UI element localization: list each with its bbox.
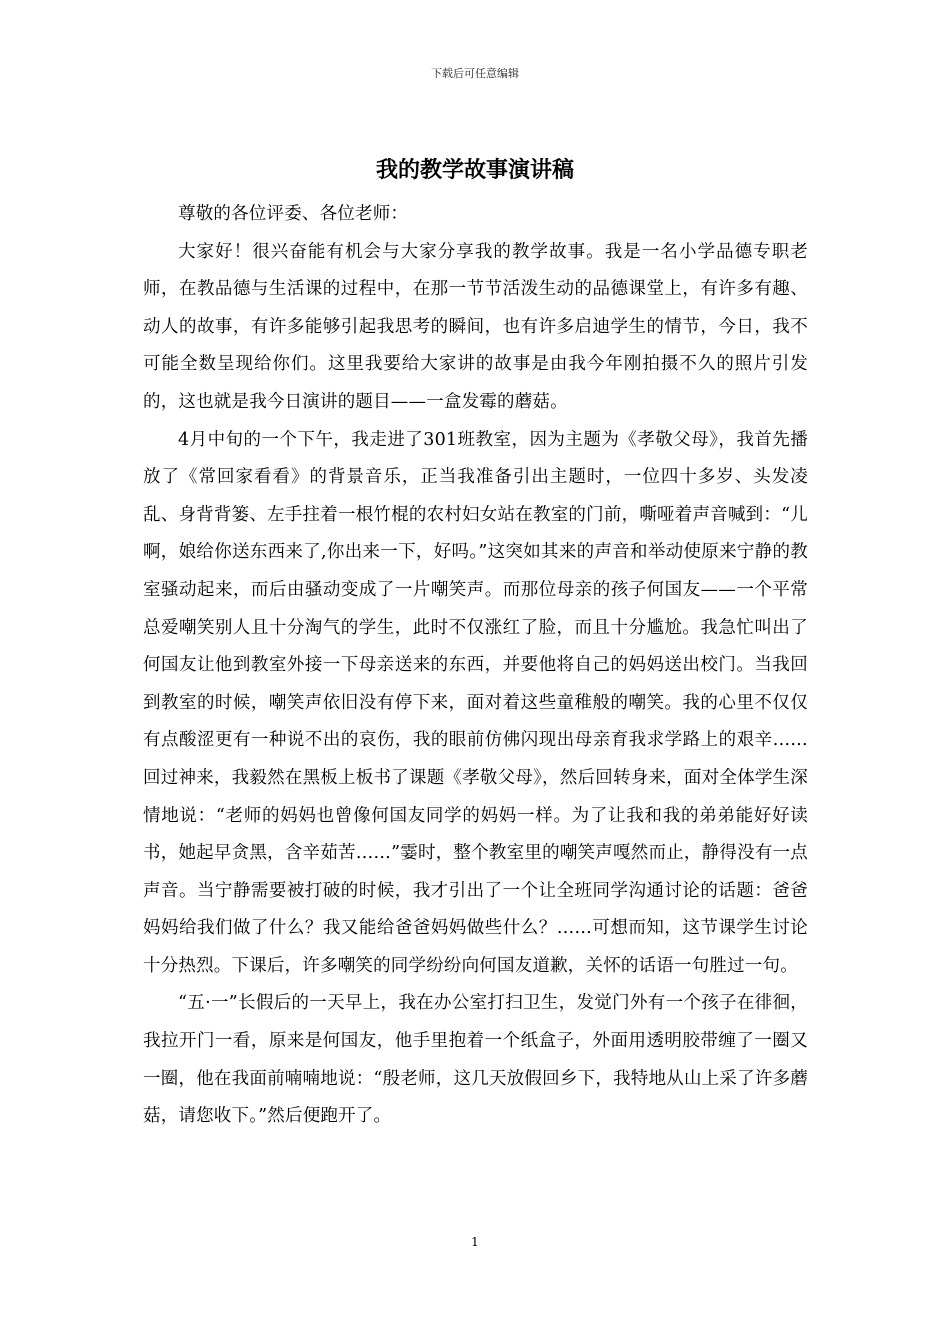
- body-paragraph: 4月中旬的一个下午，我走进了301班教室，因为主题为《孝敬父母》，我首先播放了《常回家看看》的背景音乐，正当我准备引出主题时，一位四十多岁、头发凌乱、身背背篓、左手拄着一根竹棍的农村妇女站在教室的门前，嘶哑着声音喊到：“儿啊，娘给你送东西来了,你出来一下，好吗。”这突如其来的声音和举动使原来宁静的教室骚动起来，而后由骚动变成了一片嘲笑声。而那位母亲的孩子何国友——一个平常总爱嘲笑别人且十分淘气的学生，此时不仅涨红了脸，而且十分尴尬。我急忙叫出了何国友让他到教室外接一下母亲送来的东西，并要他将自己的妈妈送出校门。当我回到教室的时候，嘲笑声依旧没有停下来，面对着这些童稚般的嘲笑。我的心里不仅仅有点酸涩更有一种说不出的哀伤，我的眼前仿佛闪现出母亲育我求学路上的艰辛……回过神来，我毅然在黑板上板书了课题《孝敬父母》，然后回转身来，面对全体学生深情地说：“老师的妈妈也曾像何国友同学的妈妈一样。为了让我和我的弟弟能好好读书，她起早贪黑，含辛茹苦……”霎时，整个教室里的嘲笑声嘎然而止，静得没有一点声音。当宁静需要被打破的时候，我才引出了一个让全班同学沟通讨论的话题：爸爸妈妈给我们做了什么？我又能给爸爸妈妈做些什么？……可想而知，这节课学生讨论十分热烈。下课后，许多嘲笑的同学纷纷向何国友道歉，关怀的话语一句胜过一句。: [143, 429, 808, 976]
- page-number: 1: [471, 1235, 479, 1249]
- document-title: 我的教学故事演讲稿: [375, 157, 574, 183]
- document-body: [143, 196, 808, 1136]
- body-paragraph: 大家好！很兴奋能有机会与大家分享我的教学故事。我是一名小学品德专职老师，在教品德与生活课的过程中，在那一节节活泼生动的品德课堂上，有许多有趣、动人的故事，有许多能够引起我思考的瞬间，也有许多启迪学生的情节，今日，我不可能全数呈现给你们。这里我要给大家讲的故事是由我今年刚拍摄不久的照片引发的，这也就是我今日演讲的题目——一盒发霉的蘑菇。: [143, 241, 808, 412]
- body-paragraph: “五·一”长假后的一天早上，我在办公室打扫卫生，发觉门外有一个孩子在徘徊，我拉开门一看，原来是何国友，他手里抱着一个纸盒子，外面用透明胶带缠了一圈又一圈，他在我面前喃喃地说：“殷老师，这几天放假回乡下，我特地从山上采了许多蘑菇，请您收下。”然后便跑开了。: [143, 993, 808, 1127]
- header-note: 下载后可任意编辑: [431, 67, 519, 80]
- salutation-paragraph: 尊敬的各位评委、各位老师：: [178, 204, 409, 224]
